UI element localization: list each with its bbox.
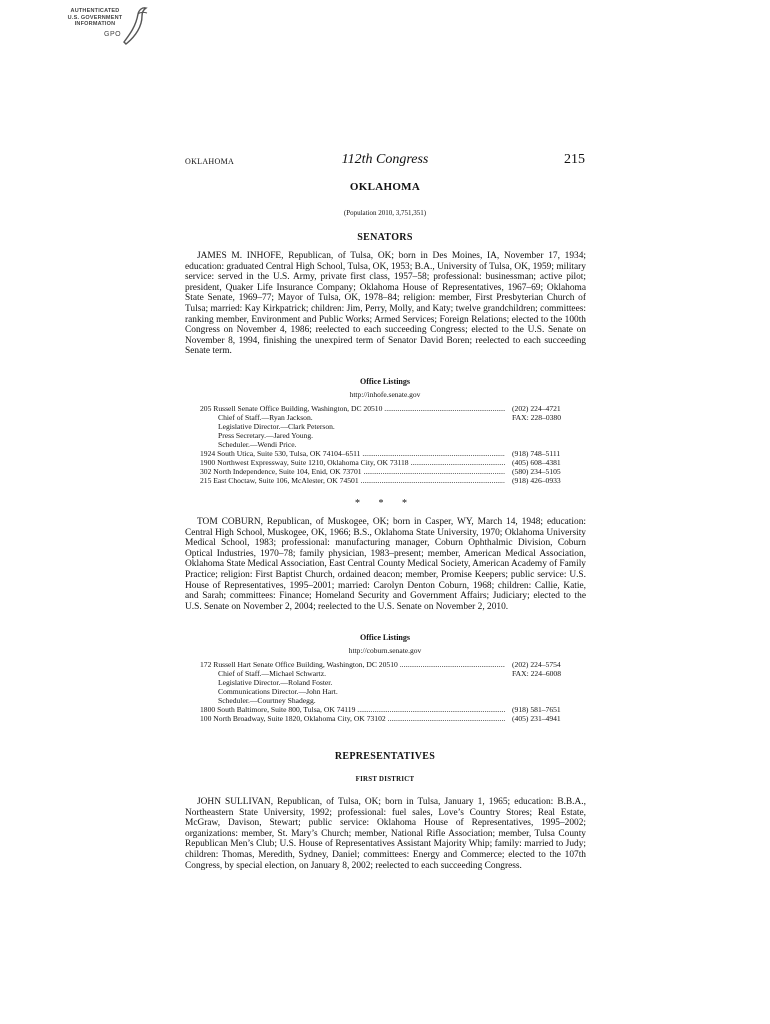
staff-entry: Communications Director.—John Hart. <box>218 687 338 696</box>
office-listings-coburn <box>200 660 570 723</box>
office-row <box>200 458 570 467</box>
office-phone: (918) 748–5111 <box>512 449 561 458</box>
representative-bio-sullivan: JOHN SULLIVAN, Republican, of Tulsa, OK; born in Tulsa, January 1, 1965; education: B.B.A., Northeastern State University, 1992; professional: fuel sales, Love’s Country Stores; Real Estate, McGraw, Davison, Stewart; public service: Oklahoma House of Representatives, 1995–2002; organizations: member, St. Mary’s Church; member, National Rifle Association; member, Tulsa County Republican Men’s Club; U.S. House of Representatives Assistant Majority Whip; family: married to Judy; children: Thomas, Meredith, Sydney, Daniel; committees: Energy and Commerce; elected to the 107th Congress, by special election, on January 8, 2002; reelected to each succeeding Congress. <box>185 797 586 871</box>
office-row <box>200 705 570 714</box>
seal-line-2: U.S. GOVERNMENT <box>67 14 123 21</box>
office-address: 100 North Broadway, Suite 1820, Oklahoma City, OK 73102 ..... <box>200 714 505 723</box>
office-address: 205 Russell Senate Office Building, Washington, DC 20510 ..... <box>200 404 505 413</box>
office-phone: (405) 608–4381 <box>512 458 561 467</box>
header-congress: 112th Congress <box>341 152 429 167</box>
office-listings-heading: Office Listings <box>360 633 410 642</box>
staff-row <box>200 669 570 678</box>
seal-gpo: GPO <box>104 31 122 38</box>
office-row <box>200 449 570 458</box>
office-address: 302 North Independence, Suite 104, Enid, OK 73701 ..... <box>200 467 505 476</box>
page-number: 215 <box>564 152 585 167</box>
office-phone: (405) 231–4941 <box>512 714 561 723</box>
population-note: (Population 2010, 3,751,351) <box>343 209 427 217</box>
staff-row <box>200 440 570 449</box>
office-phone: (202) 224–4721 <box>512 404 561 413</box>
eagle-icon <box>120 4 150 48</box>
staff-entry: Scheduler.—Courtney Shadegg. <box>218 696 316 705</box>
senators-heading: SENATORS <box>357 232 413 243</box>
gpo-authentication-seal <box>60 4 150 48</box>
office-phone: (918) 426–0933 <box>512 476 561 485</box>
staff-entry: Press Secretary.—Jared Young. <box>218 431 314 440</box>
staff-entry: Legislative Director.—Clark Peterson. <box>218 422 335 431</box>
office-address: 1924 South Utica, Suite 530, Tulsa, OK 74104–6511 ..... <box>200 449 505 458</box>
office-row <box>200 476 570 485</box>
staff-entry: Chief of Staff.—Michael Schwartz. <box>218 669 327 678</box>
staff-entry: Scheduler.—Wendi Price. <box>218 440 297 449</box>
office-fax: FAX: 224–6008 <box>512 669 562 678</box>
senator-website-link[interactable]: http://inhofe.senate.gov <box>349 390 421 399</box>
staff-row <box>200 431 570 440</box>
office-address: 1800 South Baltimore, Suite 800, Tulsa, OK 74119 ..... <box>200 705 505 714</box>
office-fax: FAX: 228–0380 <box>512 413 562 422</box>
staff-entry: Chief of Staff.—Ryan Jackson. <box>218 413 313 422</box>
office-row <box>200 714 570 723</box>
office-row <box>200 404 570 413</box>
office-row <box>200 467 570 476</box>
first-district-heading: FIRST DISTRICT <box>355 776 415 783</box>
staff-row <box>200 696 570 705</box>
staff-row <box>200 678 570 687</box>
office-phone: (918) 581–7651 <box>512 705 561 714</box>
senator-bio-coburn: TOM COBURN, Republican, of Muskogee, OK; born in Casper, WY, March 14, 1948; education: Central High School, Muskogee, OK, 1966; B.S., Oklahoma State University, 1970; Oklahoma University Medical School, 1983; professional: manufacturing manager, Coburn Ophthalmic Division, Coburn Optical Industries, 1970–78; family physician, 1983–present; member, American Medical Association, Oklahoma State Medical Association, East Central County Medical Society, American Academy of Family Practice; religion: First Baptist Church, ordained deacon; member, Promise Keepers; public service: U.S. House of Representatives, 1995–2001; married: Carolyn Denton Coburn, 1968; children: Callie, Katie, and Sarah; committees: Finance; Homeland Security and Government Affairs; Judiciary; elected to the U.S. Senate on November 2, 2004; reelected to the U.S. Senate on November 2, 2010. <box>185 517 586 612</box>
office-address: 172 Russell Hart Senate Office Building, Washington, DC 20510 ..... <box>200 660 505 669</box>
seal-line-3: INFORMATION <box>74 21 116 27</box>
office-address: 1900 Northwest Expressway, Suite 1210, Oklahoma City, OK 73118 ..... <box>200 458 505 467</box>
senator-website-link[interactable]: http://coburn.senate.gov <box>348 646 422 655</box>
office-listings-inhofe <box>200 404 570 485</box>
seal-line-1: AUTHENTICATED <box>70 8 120 14</box>
office-phone: (202) 224–5754 <box>512 660 561 669</box>
staff-row <box>200 687 570 696</box>
section-separator: * * * <box>355 498 415 509</box>
header-state: OKLAHOMA <box>185 157 235 166</box>
staff-row <box>200 422 570 431</box>
representatives-heading: REPRESENTATIVES <box>334 751 436 762</box>
state-title: OKLAHOMA <box>349 181 421 193</box>
running-header <box>185 152 585 170</box>
office-listings-heading: Office Listings <box>360 377 410 386</box>
staff-entry: Legislative Director.—Roland Foster. <box>218 678 333 687</box>
office-phone: (580) 234–5105 <box>512 467 561 476</box>
senator-bio-inhofe: JAMES M. INHOFE, Republican, of Tulsa, OK; born in Des Moines, IA, November 17, 1934; education: graduated Central High School, Tulsa, OK, 1953; B.A., University of Tulsa, OK, 1959; military service: served in the U.S. Army, private first class, 1957–58; professional: businessman; active pilot; president, Quaker Life Insurance Company; Oklahoma House of Representatives, 1967–69; Oklahoma State Senate, 1969–77; Mayor of Tulsa, OK, 1978–84; religion: member, First Presbyterian Church of Tulsa; married: Kay Kirkpatrick; children: Jim, Perry, Molly, and Katy; twelve grandchildren; committees: ranking member, Environment and Public Works; Armed Services; Foreign Relations; elected to the 100th Congress on November 4, 1986; reelected to each succeeding Congress; elected to the U.S. Senate on November 8, 1994, finishing the unexpired term of Senator David Boren; reelected to each succeeding Senate term. <box>185 251 586 357</box>
office-row <box>200 660 570 669</box>
staff-row <box>200 413 570 422</box>
office-address: 215 East Choctaw, Suite 106, McAlester, OK 74501 ..... <box>200 476 505 485</box>
